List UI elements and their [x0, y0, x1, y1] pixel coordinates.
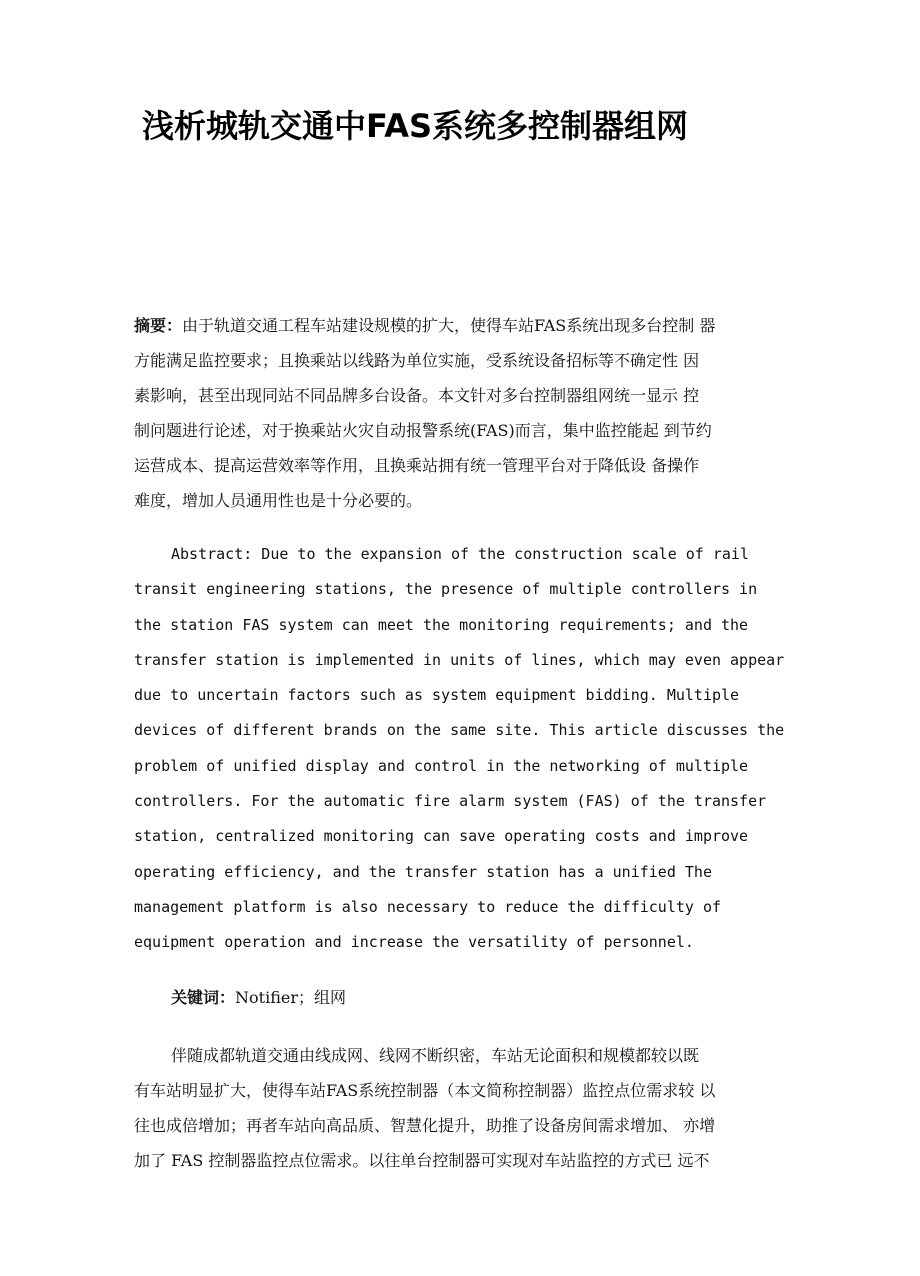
body-line: 往也成倍增加；再者车站向高品质、智慧化提升，助推了设备房间需求增加、 亦增: [134, 1116, 716, 1135]
abstract-en-line: operating efficiency, and the transfer station has a unified The: [134, 862, 712, 881]
keywords-label: 关键词：: [171, 988, 236, 1007]
body-text: [134, 1038, 794, 1178]
abstract-cn-text: 由于轨道交通工程车站建设规模的扩大，使得车站FAS系统出现多台控制 器: [182, 316, 716, 335]
abstract-en-line: Abstract: Due to the expansion of the construction scale of rail: [171, 545, 749, 563]
abstract-cn-line: 制问题进行论述，对于换乘站火灾自动报警系统(FAS)而言，集中监控能起 到节约: [134, 421, 712, 440]
body-line: 伴随成都轨道交通由线成网、线网不断织密，车站无论面积和规模都较以既: [171, 1046, 700, 1065]
abstract-en: [134, 537, 804, 961]
abstract-en-line: transfer station is implemented in units of lines, which may even appear: [134, 650, 785, 669]
abstract-en-line: problem of unified display and control in the networking of multiple: [134, 756, 749, 775]
body-line: 加了 FAS 控制器监控点位需求。以往单台控制器可实现对车站监控的方式已 远不: [134, 1151, 710, 1170]
abstract-en-line: station, centralized monitoring can save operating costs and improve: [134, 827, 749, 846]
page-title: 浅析城轨交通中FAS系统多控制器组网: [142, 107, 689, 145]
keywords: [134, 980, 794, 1015]
abstract-en-line: devices of different brands on the same site. This article discusses the: [134, 721, 785, 740]
abstract-label: 摘要：: [134, 316, 183, 335]
abstract-en-line: the station FAS system can meet the monitoring requirements; and the: [134, 615, 749, 634]
abstract-cn-line-1: [134, 308, 794, 343]
keywords-line: [134, 980, 794, 1015]
abstract-cn-line: 素影响，甚至出现同站不同品牌多台设备。本文针对多台控制器组网统一显示 控: [134, 386, 700, 405]
abstract-cn: [134, 308, 794, 518]
abstract-en-line: transit engineering stations, the presence of multiple controllers in: [134, 580, 758, 599]
abstract-en-line: equipment operation and increase the versatility of personnel.: [134, 933, 694, 952]
abstract-en-line: controllers. For the automatic fire alarm system (FAS) of the transfer: [134, 792, 767, 811]
abstract-en-line: due to uncertain factors such as system equipment bidding. Multiple: [134, 686, 740, 705]
abstract-en-line: management platform is also necessary to reduce the difficulty of: [134, 897, 721, 916]
keywords-value: Notifier；组网: [235, 988, 346, 1007]
body-line: 有车站明显扩大，使得车站FAS系统控制器（本文简称控制器）监控点位需求较 以: [134, 1081, 716, 1100]
abstract-cn-line: 难度，增加人员通用性也是十分必要的。: [134, 491, 423, 510]
abstract-cn-line: 运营成本、提高运营效率等作用，且换乘站拥有统一管理平台对于降低设 备操作: [134, 456, 700, 475]
abstract-cn-line: 方能满足监控要求；且换乘站以线路为单位实施，受系统设备招标等不确定性 因: [134, 351, 700, 370]
